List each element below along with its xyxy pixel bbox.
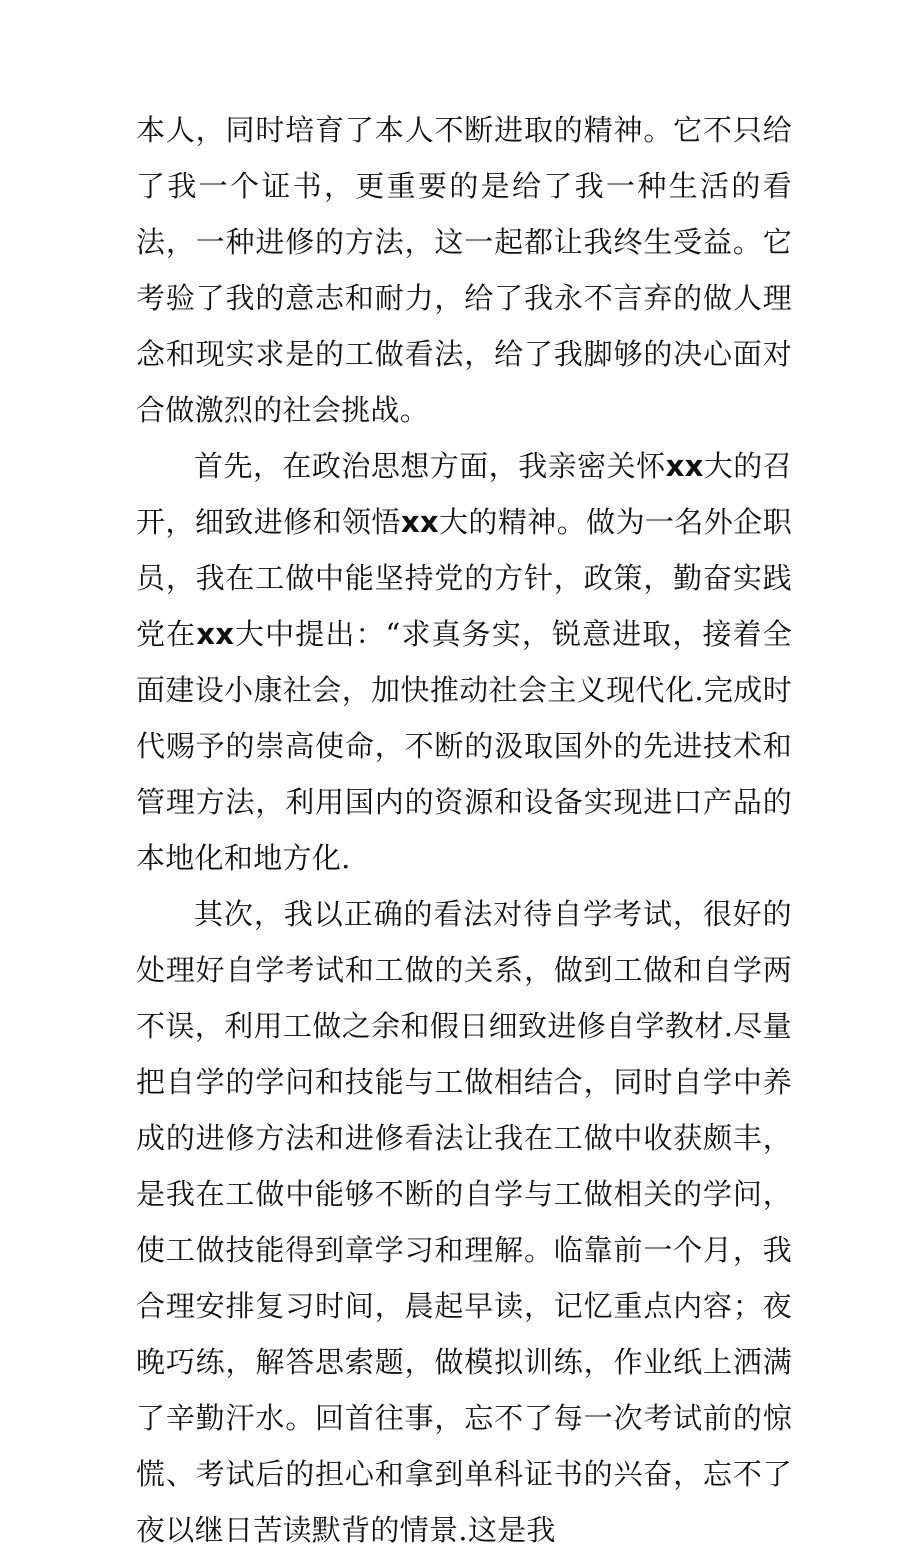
abbreviation: xx	[196, 617, 235, 651]
paragraph-3: 其次，我以正确的看法对待自学考试，很好的处理好自学考试和工做的关系，做到工做和自学两不误，利用工做之余和假日细致进修自学教材.尽量把自学的学问和技能与工做相结合，同时自学中养成的进修方法和进修看法让我在工做中收获颇丰，是我在工做中能够不断的自学与工做相关的学问，使工做技能得到章学习和理解。临靠前一个月，我合理安排复习时间，晨起早读，记忆重点内容；夜晚巧练，解答思索题，做模拟训练，作业纸上洒满了辛勤汗水。回首往事，忘不了每一次考试前的惊慌、考试后的担心和拿到单科证书的兴奋，忘不了夜以继日苦读默背的情景.这是我	[136, 897, 792, 1547]
abbreviation: xx	[400, 505, 439, 539]
document-body	[136, 102, 792, 1558]
paragraph-1: 本人，同时培育了本人不断进取的精神。它不只给了我一个证书，更重要的是给了我一种生活的看法，一种进修的方法，这一起都让我终生受益。它考验了我的意志和耐力，给了我永不言弃的做人理念和现实求是的工做看法，给了我脚够的决心面对合做激烈的社会挑战。	[136, 113, 792, 427]
abbreviation: xx	[665, 449, 704, 483]
paragraph-2: 首先，在政治思想方面，我亲密关怀xx大的召开，细致进修和领悟xx大的精神。做为一名外企职员，我在工做中能坚持党的方针，政策，勤奋实践党在xx大中提出：“求真务实，锐意进取，接着全面建设小康社会，加快推动社会主义现代化.完成时代赐予的崇高使命，不断的汲取国外的先进技术和管理方法，利用国内的资源和设备实现进口产品的本地化和地方化.	[136, 449, 793, 875]
